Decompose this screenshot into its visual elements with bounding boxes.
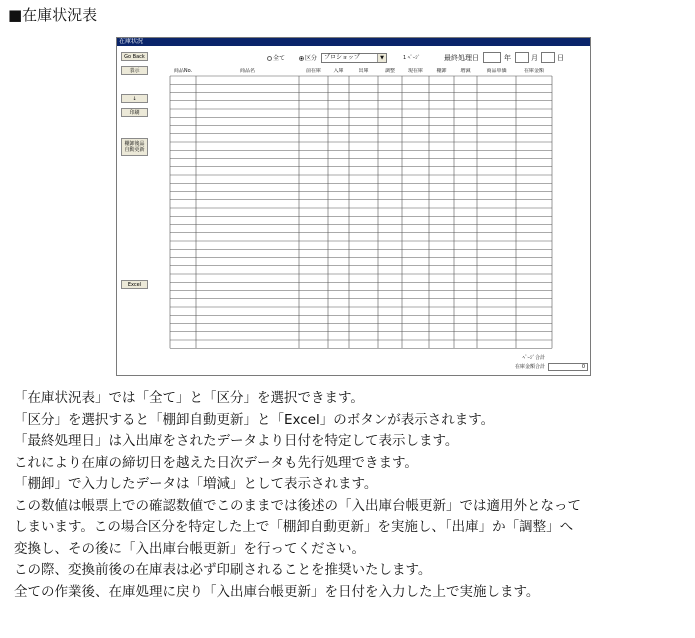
description-line: 「最終処理日」は入出庫をされたデータより日付を特定して表示します。 (14, 433, 459, 449)
stock-total-label: 在庫金額合計 (514, 364, 545, 370)
auto-update-label-2: 自動更新 (124, 147, 145, 153)
stock-total-field[interactable]: 0 (548, 363, 588, 371)
description-line: 「在庫状況表」では「全て」と「区分」を選択できます。 (14, 390, 364, 406)
description-line: 全ての作業後、在庫処理に戻り「入出庫台帳更新」を日付を入力した上で実施します。 (14, 583, 540, 600)
description-text (14, 388, 690, 603)
description-line: 変換し、その後に「入出庫台帳更新」を行ってください。 (14, 540, 365, 557)
page-total-label: ﾍﾟｰｼﾞ合計 (522, 355, 545, 361)
chevron-down-icon: ▼ (377, 54, 386, 62)
col-header-item-no: 商品No. (173, 68, 193, 74)
day-label: 日 (557, 54, 564, 62)
month-label: 月 (531, 54, 538, 62)
print-button[interactable]: 印刷 (121, 108, 148, 117)
col-header-change: 増減 (460, 68, 471, 74)
document-title: ■在庫状況表 (8, 6, 98, 24)
arrow-down-button[interactable]: ↓ (121, 94, 148, 103)
col-header-adjust: 調整 (384, 68, 395, 74)
page-indicator: 1 ﾍﾟｰｼﾞ (403, 55, 421, 61)
category-select-value: プロショップ (324, 54, 360, 61)
col-header-item-name: 商品名 (239, 68, 255, 74)
description-line: しまいます。この場合区分を特定した上で「棚卸自動更新」を実施し、「出庫」か「調整」へ (14, 519, 574, 535)
col-header-issue: 出庫 (358, 68, 369, 74)
radio-all-label: 全て (273, 55, 286, 62)
description-line: 「棚卸」で入力したデータは「増減」として表示されます。 (14, 476, 378, 492)
col-header-current-stock: 現在庫 (407, 68, 423, 74)
description-line: この数値は帳票上での確認数値でこのままでは後述の「入出庫台帳更新」では適用外となって (14, 497, 581, 514)
description-line: これにより在庫の締切日を越えた日次データも先行処理できます。 (14, 454, 418, 471)
inventory-window (116, 37, 591, 376)
last-processed-label: 最終処理日 (444, 54, 479, 62)
col-header-stock-amount: 在庫金額 (523, 68, 544, 74)
display-button[interactable]: 表示 (121, 66, 148, 75)
auto-update-label-1: 棚卸後品 (124, 141, 145, 147)
year-label: 年 (504, 54, 511, 62)
col-header-prev-stock: 前在庫 (305, 68, 321, 74)
col-header-stocktake: 棚卸 (436, 68, 447, 74)
col-header-unit-price: 商品単価 (486, 68, 507, 74)
radio-category-label: 区分 (305, 55, 318, 62)
description-line: 「区分」を選択すると「棚卸自動更新」と「Excel」のボタンが表示されます。 (14, 411, 495, 428)
go-back-button[interactable]: Go Back (121, 52, 148, 61)
col-header-receipt: 入庫 (333, 68, 344, 74)
window-titlebar: 在庫状況 (117, 38, 590, 46)
inventory-table-grid[interactable] (117, 38, 591, 376)
excel-button[interactable]: Excel (121, 280, 148, 289)
description-line: この際、変換前後の在庫表は必ず印刷されることを推奨いたします。 (14, 562, 432, 578)
